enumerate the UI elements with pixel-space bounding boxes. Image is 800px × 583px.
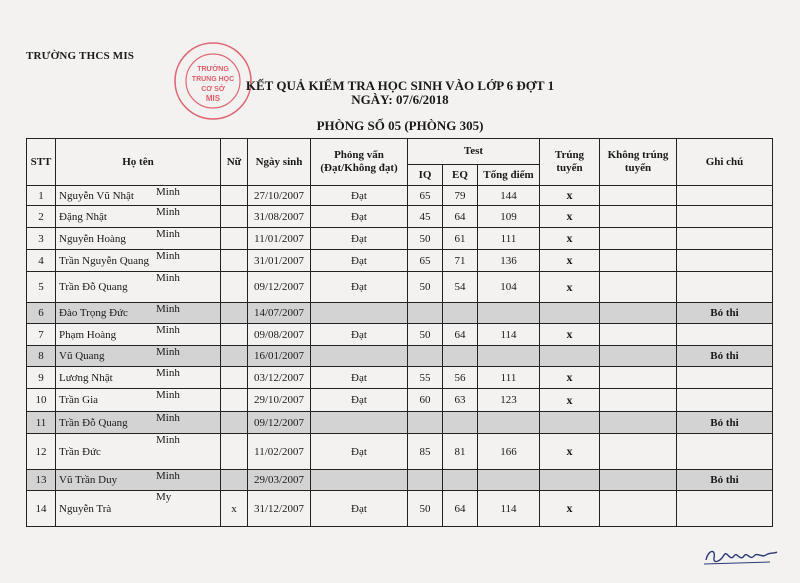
cell-not-passed bbox=[600, 389, 677, 412]
cell-total: 114 bbox=[478, 324, 540, 346]
given-name: Minh bbox=[156, 272, 180, 284]
header-not-passed: Không trúng tuyển bbox=[600, 139, 677, 186]
cell-eq: 71 bbox=[443, 250, 478, 272]
cell-dob: 11/01/2007 bbox=[248, 228, 311, 250]
cell-interview: Đạt bbox=[311, 272, 408, 303]
cell-interview: Đạt bbox=[311, 206, 408, 228]
cell-female bbox=[221, 470, 248, 491]
cell-iq bbox=[408, 303, 443, 324]
cell-iq bbox=[408, 346, 443, 367]
given-name: Minh bbox=[156, 367, 180, 379]
cell-interview bbox=[311, 470, 408, 491]
cell-interview: Đạt bbox=[311, 491, 408, 527]
cell-dob: 16/01/2007 bbox=[248, 346, 311, 367]
family-name: Lương Nhật bbox=[59, 371, 113, 384]
cell-passed: x bbox=[540, 250, 600, 272]
cell-iq: 50 bbox=[408, 491, 443, 527]
cell-iq: 50 bbox=[408, 324, 443, 346]
cell-interview bbox=[311, 303, 408, 324]
cell-total: 111 bbox=[478, 228, 540, 250]
cell-not-passed bbox=[600, 367, 677, 389]
header-total: Tổng điểm bbox=[478, 165, 540, 186]
header-passed: Trúng tuyển bbox=[540, 139, 600, 186]
table-row bbox=[27, 367, 773, 389]
cell-name bbox=[56, 272, 221, 303]
cell-not-passed bbox=[600, 491, 677, 527]
cell-dob: 09/08/2007 bbox=[248, 324, 311, 346]
cell-eq: 54 bbox=[443, 272, 478, 303]
family-name: Vũ Quang bbox=[59, 350, 105, 362]
cell-stt: 11 bbox=[27, 412, 56, 434]
table-row bbox=[27, 346, 773, 367]
cell-interview bbox=[311, 412, 408, 434]
cell-not-passed bbox=[600, 228, 677, 250]
family-name: Phạm Hoàng bbox=[59, 328, 117, 341]
cell-iq bbox=[408, 412, 443, 434]
cell-interview: Đạt bbox=[311, 186, 408, 206]
results-body bbox=[27, 186, 773, 527]
cell-not-passed bbox=[600, 272, 677, 303]
cell-note bbox=[677, 389, 773, 412]
given-name: Minh bbox=[156, 470, 180, 482]
table-row bbox=[27, 186, 773, 206]
given-name: Minh bbox=[156, 186, 180, 198]
cell-stt: 4 bbox=[27, 250, 56, 272]
cell-dob: 31/01/2007 bbox=[248, 250, 311, 272]
cell-name bbox=[56, 367, 221, 389]
table-row bbox=[27, 412, 773, 434]
cell-eq bbox=[443, 412, 478, 434]
cell-name bbox=[56, 228, 221, 250]
cell-stt: 8 bbox=[27, 346, 56, 367]
cell-eq bbox=[443, 346, 478, 367]
cell-not-passed bbox=[600, 346, 677, 367]
page-title: KẾT QUẢ KIỂM TRA HỌC SINH VÀO LỚP 6 ĐỢT 1 bbox=[245, 78, 555, 93]
cell-total bbox=[478, 470, 540, 491]
cell-total bbox=[478, 303, 540, 324]
header-eq: EQ bbox=[443, 165, 478, 186]
cell-iq: 45 bbox=[408, 206, 443, 228]
cell-iq: 50 bbox=[408, 272, 443, 303]
cell-note: Bỏ thi bbox=[677, 346, 773, 367]
given-name: Minh bbox=[156, 250, 180, 262]
cell-name bbox=[56, 346, 221, 367]
cell-passed: x bbox=[540, 228, 600, 250]
cell-name bbox=[56, 491, 221, 527]
cell-not-passed bbox=[600, 206, 677, 228]
family-name: Nguyễn Trà bbox=[59, 502, 112, 515]
stamp-line1: TRƯỜNG bbox=[197, 66, 229, 73]
table-row bbox=[27, 228, 773, 250]
cell-name bbox=[56, 412, 221, 434]
header-note: Ghi chú bbox=[677, 139, 773, 186]
cell-total: 109 bbox=[478, 206, 540, 228]
cell-stt: 5 bbox=[27, 272, 56, 303]
cell-not-passed bbox=[600, 324, 677, 346]
cell-not-passed bbox=[600, 250, 677, 272]
family-name: Nguyễn Hoàng bbox=[59, 232, 126, 245]
cell-note bbox=[677, 367, 773, 389]
given-name: Minh bbox=[156, 324, 180, 336]
cell-passed bbox=[540, 303, 600, 324]
cell-interview: Đạt bbox=[311, 324, 408, 346]
cell-interview: Đạt bbox=[311, 250, 408, 272]
header-iq: IQ bbox=[408, 165, 443, 186]
family-name: Vũ Trần Duy bbox=[59, 474, 118, 486]
cell-note bbox=[677, 250, 773, 272]
header-female: Nữ bbox=[221, 139, 248, 186]
cell-passed: x bbox=[540, 367, 600, 389]
cell-note: Bỏ thi bbox=[677, 412, 773, 434]
cell-stt: 6 bbox=[27, 303, 56, 324]
family-name: Trần Gia bbox=[59, 394, 99, 406]
cell-eq: 64 bbox=[443, 206, 478, 228]
school-name: TRƯỜNG THCS MIS bbox=[26, 50, 135, 62]
cell-eq bbox=[443, 303, 478, 324]
family-name: Trần Đức bbox=[59, 445, 101, 458]
given-name: Minh bbox=[156, 228, 180, 240]
cell-note bbox=[677, 206, 773, 228]
stamp-line4: MIS bbox=[205, 94, 221, 103]
given-name: Minh bbox=[156, 303, 180, 315]
signature bbox=[700, 540, 780, 570]
cell-interview: Đạt bbox=[311, 367, 408, 389]
cell-not-passed bbox=[600, 303, 677, 324]
cell-female bbox=[221, 186, 248, 206]
cell-dob: 31/08/2007 bbox=[248, 206, 311, 228]
cell-iq bbox=[408, 470, 443, 491]
cell-eq: 64 bbox=[443, 324, 478, 346]
results-table bbox=[26, 138, 773, 527]
cell-name bbox=[56, 324, 221, 346]
given-name: Minh bbox=[156, 206, 180, 218]
cell-dob: 31/12/2007 bbox=[248, 491, 311, 527]
stamp-line3: CƠ SỞ bbox=[201, 86, 225, 93]
given-name: Minh bbox=[156, 389, 180, 401]
cell-name bbox=[56, 434, 221, 470]
cell-passed: x bbox=[540, 186, 600, 206]
cell-eq: 64 bbox=[443, 491, 478, 527]
cell-total bbox=[478, 346, 540, 367]
cell-eq bbox=[443, 470, 478, 491]
cell-female bbox=[221, 206, 248, 228]
cell-stt: 10 bbox=[27, 389, 56, 412]
cell-not-passed bbox=[600, 412, 677, 434]
cell-total bbox=[478, 412, 540, 434]
cell-stt: 14 bbox=[27, 491, 56, 527]
cell-interview bbox=[311, 346, 408, 367]
cell-note: Bỏ thi bbox=[677, 470, 773, 491]
cell-interview: Đạt bbox=[311, 389, 408, 412]
table-row bbox=[27, 250, 773, 272]
cell-passed bbox=[540, 346, 600, 367]
table-row bbox=[27, 272, 773, 303]
header-name: Họ tên bbox=[56, 139, 221, 186]
cell-stt: 7 bbox=[27, 324, 56, 346]
cell-interview: Đạt bbox=[311, 228, 408, 250]
cell-passed: x bbox=[540, 389, 600, 412]
cell-name bbox=[56, 389, 221, 412]
cell-iq: 55 bbox=[408, 367, 443, 389]
header-dob: Ngày sinh bbox=[248, 139, 311, 186]
cell-female bbox=[221, 250, 248, 272]
cell-passed: x bbox=[540, 324, 600, 346]
header-stt: STT bbox=[27, 139, 56, 186]
cell-female bbox=[221, 367, 248, 389]
cell-name bbox=[56, 186, 221, 206]
table-row bbox=[27, 324, 773, 346]
cell-dob: 11/02/2007 bbox=[248, 434, 311, 470]
cell-note bbox=[677, 491, 773, 527]
table-row bbox=[27, 206, 773, 228]
cell-female bbox=[221, 324, 248, 346]
cell-stt: 9 bbox=[27, 367, 56, 389]
cell-dob: 09/12/2007 bbox=[248, 412, 311, 434]
cell-female bbox=[221, 434, 248, 470]
cell-iq: 60 bbox=[408, 389, 443, 412]
cell-eq: 63 bbox=[443, 389, 478, 412]
cell-name bbox=[56, 206, 221, 228]
family-name: Nguyễn Vũ Nhật bbox=[59, 189, 134, 202]
cell-note bbox=[677, 324, 773, 346]
cell-passed: x bbox=[540, 434, 600, 470]
family-name: Trần Nguyễn Quang bbox=[59, 254, 150, 267]
family-name: Đặng Nhật bbox=[59, 210, 107, 223]
family-name: Đào Trọng Đức bbox=[59, 307, 128, 319]
cell-name bbox=[56, 470, 221, 491]
cell-female bbox=[221, 412, 248, 434]
cell-eq: 81 bbox=[443, 434, 478, 470]
cell-name bbox=[56, 303, 221, 324]
cell-passed: x bbox=[540, 206, 600, 228]
cell-name bbox=[56, 250, 221, 272]
room-heading: PHÒNG SỐ 05 (PHÒNG 305) bbox=[316, 118, 484, 133]
family-name: Trần Đỗ Quang bbox=[59, 281, 128, 293]
header-test: Test bbox=[408, 139, 540, 165]
cell-note bbox=[677, 434, 773, 470]
cell-not-passed bbox=[600, 186, 677, 206]
cell-not-passed bbox=[600, 434, 677, 470]
cell-female: x bbox=[221, 491, 248, 527]
cell-iq: 65 bbox=[408, 250, 443, 272]
stamp-line2: TRUNG HỌC bbox=[191, 76, 235, 83]
cell-stt: 13 bbox=[27, 470, 56, 491]
table-row bbox=[27, 303, 773, 324]
family-name: Trần Đỗ Quang bbox=[59, 416, 128, 429]
given-name: Minh bbox=[156, 434, 180, 446]
cell-iq: 85 bbox=[408, 434, 443, 470]
cell-dob: 29/03/2007 bbox=[248, 470, 311, 491]
given-name: Minh bbox=[156, 346, 180, 358]
cell-total: 144 bbox=[478, 186, 540, 206]
table-row bbox=[27, 470, 773, 491]
cell-total: 104 bbox=[478, 272, 540, 303]
page-date: NGÀY: 07/6/2018 bbox=[351, 92, 449, 107]
cell-note: Bỏ thi bbox=[677, 303, 773, 324]
given-name: Minh bbox=[156, 412, 180, 424]
cell-note bbox=[677, 186, 773, 206]
cell-dob: 29/10/2007 bbox=[248, 389, 311, 412]
cell-female bbox=[221, 228, 248, 250]
cell-iq: 65 bbox=[408, 186, 443, 206]
cell-stt: 3 bbox=[27, 228, 56, 250]
table-row bbox=[27, 389, 773, 412]
cell-iq: 50 bbox=[408, 228, 443, 250]
cell-female bbox=[221, 389, 248, 412]
cell-stt: 1 bbox=[27, 186, 56, 206]
cell-dob: 27/10/2007 bbox=[248, 186, 311, 206]
cell-passed bbox=[540, 470, 600, 491]
cell-passed: x bbox=[540, 491, 600, 527]
cell-eq: 61 bbox=[443, 228, 478, 250]
cell-total: 111 bbox=[478, 367, 540, 389]
cell-stt: 2 bbox=[27, 206, 56, 228]
cell-total: 123 bbox=[478, 389, 540, 412]
table-row bbox=[27, 434, 773, 470]
cell-eq: 79 bbox=[443, 186, 478, 206]
cell-total: 136 bbox=[478, 250, 540, 272]
cell-stt: 12 bbox=[27, 434, 56, 470]
cell-note bbox=[677, 272, 773, 303]
header-interview: Phỏng vấn (Đạt/Không đạt) bbox=[311, 139, 408, 186]
cell-dob: 09/12/2007 bbox=[248, 272, 311, 303]
cell-female bbox=[221, 272, 248, 303]
cell-female bbox=[221, 346, 248, 367]
cell-dob: 14/07/2007 bbox=[248, 303, 311, 324]
cell-passed bbox=[540, 412, 600, 434]
table-row bbox=[27, 491, 773, 527]
cell-passed: x bbox=[540, 272, 600, 303]
given-name: My bbox=[156, 491, 172, 503]
cell-total: 166 bbox=[478, 434, 540, 470]
cell-female bbox=[221, 303, 248, 324]
cell-dob: 03/12/2007 bbox=[248, 367, 311, 389]
cell-total: 114 bbox=[478, 491, 540, 527]
cell-interview: Đạt bbox=[311, 434, 408, 470]
cell-note bbox=[677, 228, 773, 250]
cell-not-passed bbox=[600, 470, 677, 491]
cell-eq: 56 bbox=[443, 367, 478, 389]
